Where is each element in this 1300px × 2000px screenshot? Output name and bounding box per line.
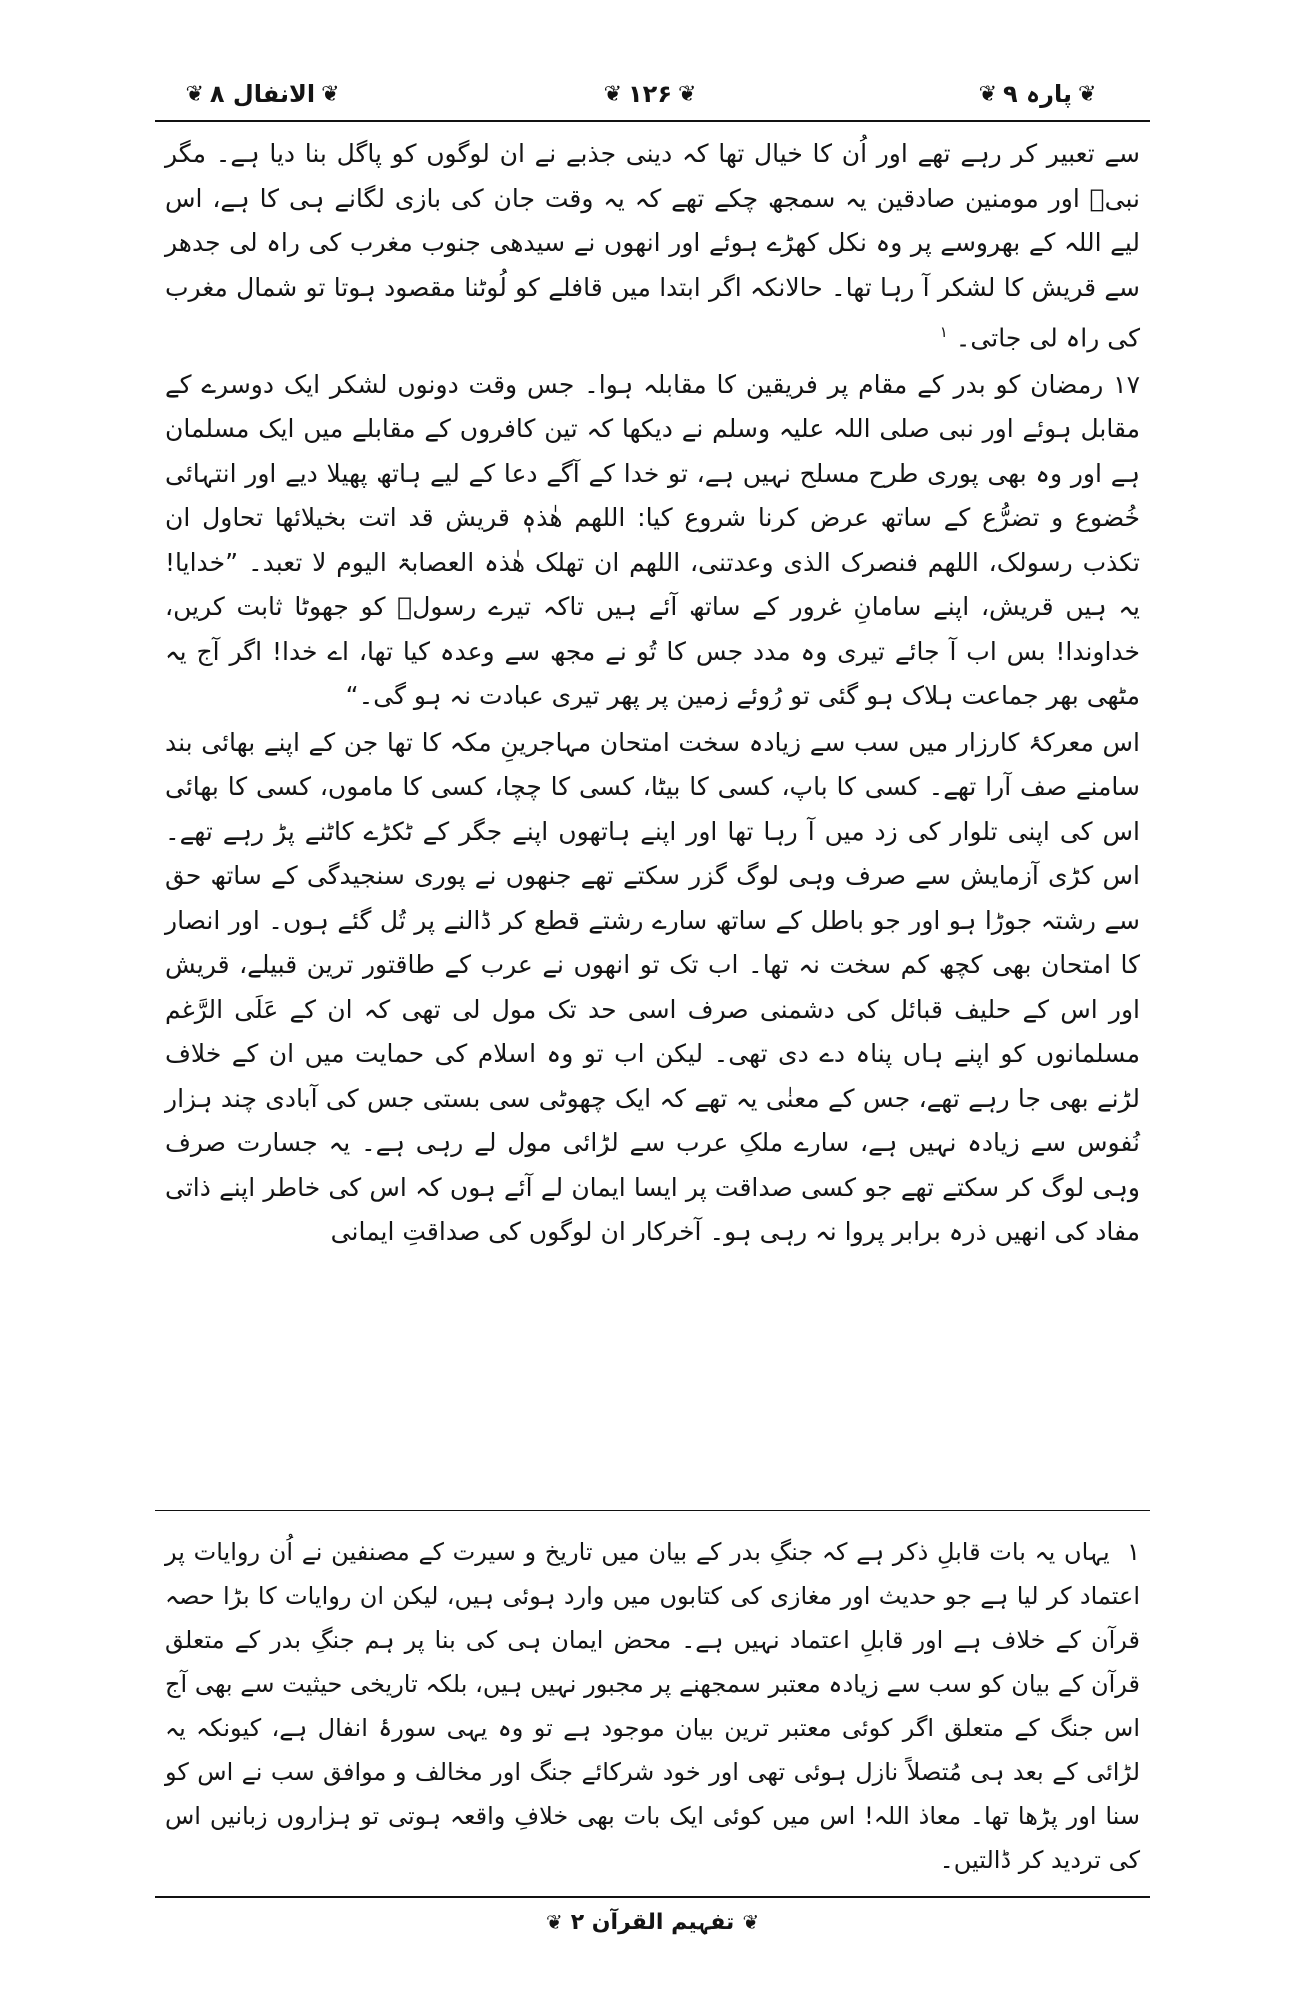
ornament-icon: ❦ bbox=[677, 81, 697, 107]
paragraph: ۱۷ رمضان کو بدر کے مقام پر فریقین کا مقابلہ ہوا۔ جس وقت دونوں لشکر ایک دوسرے کے مقابل ہوئے اور نبی صلی اللہ علیہ وسلم نے دیکھا کہ تین کافروں کے مقابلے میں ایک مسلمان ہے اور وہ بھی پوری طرح مسلح نہیں ہے، تو خدا کے آگے دعا کے لیے ہاتھ پھیلا دیے اور انتہائی خُضوع و تضرُّع کے ساتھ عرض کرنا شروع کیا: اللھم ھٰذہٖ قریش قد اتت بخیلائھا تحاول ان تکذب رسولک، اللھم فنصرک الذی وعدتنی، اللھم ان تھلک ھٰذہ العصابۃ الیوم لا تعبد۔ ”خدایا! یہ ہیں قریش، اپنے سامانِ غرور کے ساتھ آئے ہیں تاکہ تیرے رسولؐ کو جھوٹا ثابت کریں، خداوندا! بس اب آ جائے تیری وہ مدد جس کا تُو نے مجھ سے وعدہ کیا تھا، اے خدا! اگر آج یہ مٹھی بھر جماعت ہلاک ہو گئی تو رُوئے زمین پر پھر تیری عبادت نہ ہو گی۔“ bbox=[165, 369, 1140, 711]
para-label-text: پارہ ۹ bbox=[1003, 80, 1072, 108]
ornament-icon: ❦ bbox=[742, 1910, 760, 1934]
footnote-block bbox=[165, 1530, 1140, 1882]
paragraph-text: سے تعبیر کر رہے تھے اور اُن کا خیال تھا کہ دینی جذبے نے ان لوگوں کو پاگل بنا دیا ہے۔ مگر نبیؐ اور مومنین صادقین یہ سمجھ چکے تھے کہ یہ وقت جان کی بازی لگانے ہی کا ہے، اس لیے اللہ کے بھروسے پر وہ نکل کھڑے ہوئے اور انھوں نے سیدھی جنوب مغرب کی راہ لی جدھر سے قریش کا لشکر آ رہا تھا۔ حالانکہ اگر ابتدا میں قافلے کو لُوٹنا مقصود ہوتا تو شمال مغرب کی راہ لی جاتی۔ bbox=[165, 139, 1140, 353]
footnote-marker: ۱ bbox=[1127, 1538, 1140, 1566]
footnote-text: یہاں یہ بات قابلِ ذکر ہے کہ جنگِ بدر کے بیان میں تاریخ و سیرت کے مصنفین نے اُن روایات پر اعتماد کر لیا ہے جو حدیث اور مغازی کی کتابوں میں وارد ہوئی ہیں، لیکن ان روایات کا بڑا حصہ قرآن کے خلاف ہے اور قابلِ اعتماد نہیں ہے۔ محض ایمان ہی کی بنا پر ہم جنگِ بدر کے متعلق قرآن کے بیان کو سب سے زیادہ معتبر سمجھنے پر مجبور نہیں ہیں، بلکہ تاریخی حیثیت سے بھی آج اس جنگ کے متعلق اگر کوئی معتبر ترین بیان موجود ہے تو وہ یہی سورۂ انفال ہے، کیونکہ یہ لڑائی کے بعد ہی مُتصلاً نازل ہوئی تھی اور خود شرکائے جنگ اور مخالف و موافق سب نے اس کو سنا اور پڑھا تھا۔ معاذ اللہ! اس میں کوئی ایک بات بھی خلافِ واقعہ ہوتی تو ہزاروں زبانیں اس کی تردید کر ڈالتیں۔ bbox=[165, 1538, 1140, 1874]
page-footer bbox=[155, 1902, 1150, 1942]
ornament-icon: ❦ bbox=[185, 81, 204, 107]
footnote bbox=[165, 1530, 1140, 1882]
paragraph bbox=[165, 132, 1140, 361]
ornament-icon: ❦ bbox=[321, 81, 340, 107]
ornament-icon: ❦ bbox=[603, 81, 623, 107]
ornament-icon: ❦ bbox=[978, 81, 998, 107]
footer-rule bbox=[155, 1896, 1150, 1898]
para-label bbox=[925, 76, 1150, 112]
book-page bbox=[155, 70, 1150, 1940]
ornament-icon: ❦ bbox=[1077, 81, 1097, 107]
page-header bbox=[155, 70, 1150, 120]
page-number bbox=[550, 76, 750, 112]
surah-label-text: الانفال ۸ bbox=[209, 80, 316, 108]
footnote-divider bbox=[155, 1510, 1150, 1511]
paragraph: اس معرکۂ کارزار میں سب سے زیادہ سخت امتحان مہاجرینِ مکہ کا تھا جن کے اپنے بھائی بند سامنے صف آرا تھے۔ کسی کا باپ، کسی کا بیٹا، کسی کا چچا، کسی کا ماموں، کسی کا بھائی اس کی اپنی تلوار کی زد میں آ رہا تھا اور اپنے ہاتھوں اپنے جگر کے ٹکڑے کاٹنے پڑ رہے تھے۔ اس کڑی آزمایش سے صرف وہی لوگ گزر سکتے تھے جنھوں نے پوری سنجیدگی کے ساتھ حق سے رشتہ جوڑا ہو اور جو باطل کے ساتھ سارے رشتے قطع کر ڈالنے پر تُل گئے ہوں۔ اور انصار کا امتحان بھی کچھ کم سخت نہ تھا۔ اب تک تو انھوں نے عرب کے طاقتور ترین قبیلے، قریش اور اس کے حلیف قبائل کی دشمنی صرف اسی حد تک مول لی تھی کہ ان کے عَلَی الرَّغم مسلمانوں کو اپنے ہاں پناہ دے دی تھی۔ لیکن اب تو وہ اسلام کی حمایت میں ان کے خلاف لڑنے بھی جا رہے تھے، جس کے معنٰی یہ تھے کہ ایک چھوٹی سی بستی جس کی آبادی چند ہزار نُفوس سے زیادہ نہیں ہے، سارے ملکِ عرب سے لڑائی مول لے رہی ہے۔ یہ جسارت صرف وہی لوگ کر سکتے تھے جو کسی صداقت پر ایسا ایمان لے آئے ہوں کہ اس کی خاطر اپنے ذاتی مفاد کی انھیں ذرہ برابر پروا نہ رہی ہو۔ آخرکار ان لوگوں کی صداقتِ ایمانی bbox=[165, 727, 1140, 1247]
surah-label bbox=[155, 76, 370, 112]
page-number-text: ۱۲۶ bbox=[628, 80, 672, 108]
footnote-ref: ۱ bbox=[939, 323, 948, 341]
book-title: تفہیم القرآن ۲ bbox=[570, 1909, 735, 1935]
header-rule bbox=[155, 120, 1150, 122]
main-text bbox=[165, 132, 1140, 1255]
ornament-icon: ❦ bbox=[545, 1910, 563, 1934]
